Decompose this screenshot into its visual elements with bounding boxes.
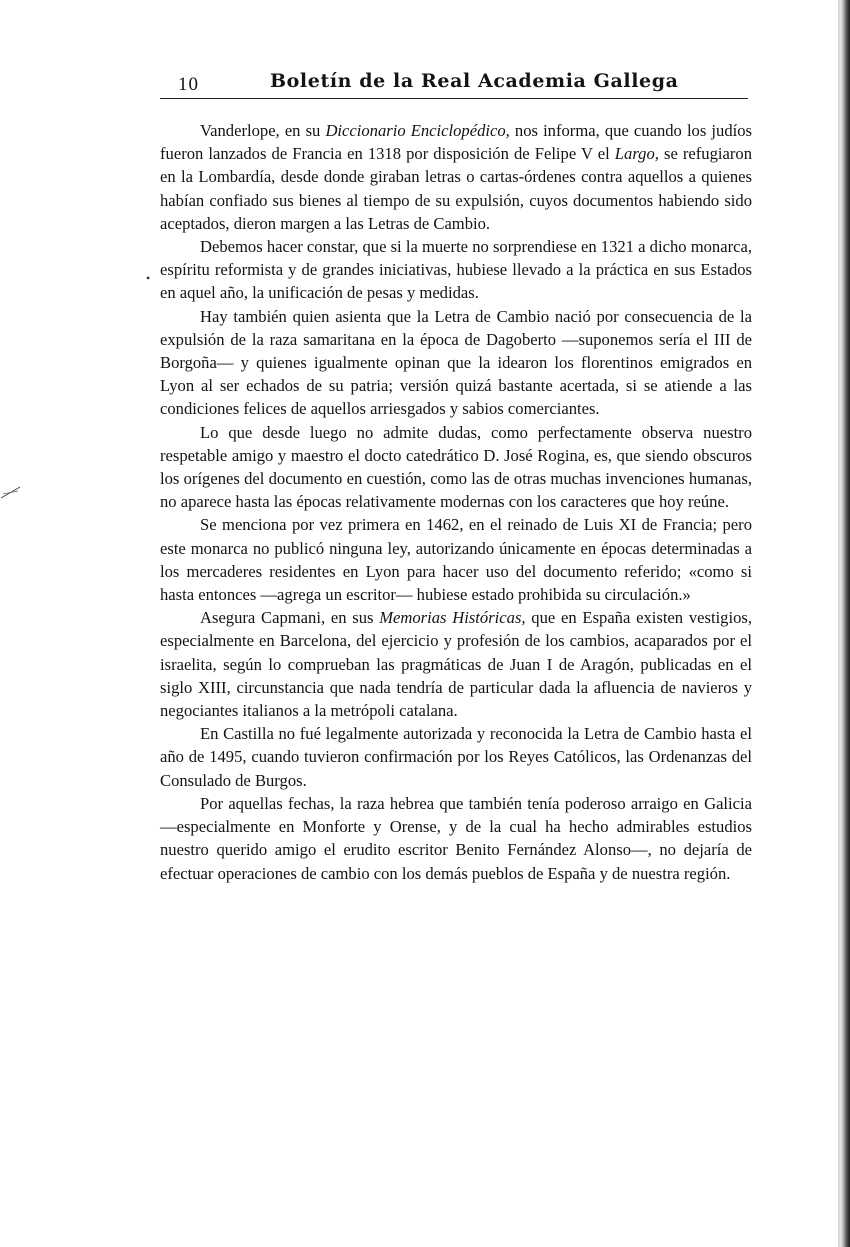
paragraph-text: Debemos hacer constar, que si la muerte no sorprendiese en 1321 a dicho monarca, espíritu reformista y de grandes iniciativas, hubiese llevado a la práctica en sus Estados en aquel año, la unificación de pesas y medidas. (160, 237, 752, 303)
italic-title: Memorias Históricas, (379, 608, 526, 628)
paragraph (160, 513, 752, 606)
margin-pen-stroke (0, 484, 22, 500)
paragraph-text: En Castilla no fué legalmente autorizada y reconocida la Letra de Cambio hasta el año de 1495, cuando tuvieron confirmación por los Reyes Católicos, las Ordenanzas del Consulado de Burgos. (160, 724, 752, 790)
paragraph-text: Se menciona por vez primera en 1462, en el reinado de Luis XI de Francia; pero este monarca no publicó ninguna ley, autorizando únicamente en épocas determinadas a los mercaderes residentes en Lyon para hacer uso del documento referido; «como si hasta entonces —agrega un escritor— hubiese estado prohibida su circulación.» (160, 515, 752, 605)
paragraph (160, 421, 752, 514)
paragraph (160, 722, 752, 792)
header-rule (160, 98, 748, 99)
paragraph (160, 119, 752, 235)
page-number: 10 (178, 74, 199, 95)
italic-title: Diccionario Enciclopédico, (325, 121, 510, 140)
paragraph-text: Hay también quien asienta que la Letra de Cambio nació por consecuencia de la expulsión de la raza samaritana en la época de Dagoberto —suponemos sería el III de Borgoña— y quienes igualmente opinan que la idearon los florentinos emigrados en Lyon al ser echados de su patria; versión quizá bastante acertada, si se atiende a las condiciones felices de aquellos arriesgados y sabios comerciantes. (160, 306, 752, 419)
paragraph (160, 235, 752, 305)
paragraph-text: Lo que desde luego no admite dudas, como perfectamente observa nuestro respetable amigo y maestro el docto catedrático D. José Rogina, es, que siendo obscuros los orígenes del documento en cuestión, como las de otras muchas invenciones humanas, no aparece hasta las épocas relativamente modernas con los caracteres que hoy reúne. (160, 422, 752, 512)
paragraph-text: Vanderlope, en su (200, 121, 326, 140)
paragraph-text: Asegura Capmani, en sus (200, 608, 380, 628)
paragraph-text: nos informa, que cuando los judíos fueron lanzados de Francia en 1318 por disposición de Felipe V el (160, 121, 752, 164)
paragraph-text: que en España existen vestigios, especialmente en Barcelona, del ejercicio y profesión de los cambios, acaparados por el israelita, según lo comprueban las pragmáticas de Juan I de Aragón, publicadas en el siglo XIII, circunstancia que nada tendría de particular dada la afluencia de navieros y negociantes italianos a la metrópoli catalana. (160, 608, 752, 721)
paragraph-text: Por aquellas fechas, la raza hebrea que también tenía poderoso arraigo en Galicia —especialmente en Monforte y Orense, y de la cual ha hecho admirables estudios nuestro querido amigo el erudito escritor Benito Fernández Alonso—, no dejaría de efectuar operaciones de cambio con los demás pueblos de España y de nuestra región. (160, 793, 752, 883)
paragraph (160, 792, 752, 885)
page-edge-line (838, 0, 840, 1247)
italic-title: Largo, (614, 144, 659, 164)
running-title: Boletín de la Real Academia Gallega (270, 70, 679, 92)
margin-dot: • (146, 271, 151, 285)
article-body (160, 119, 752, 885)
running-header (160, 70, 748, 98)
paragraph-text: se refugiaron en la Lombardía, desde donde giraban letras o cartas-órdenes contra aquellos a quienes habían confiado sus bienes al tiempo de su expulsión, cuyos documentos habiendo sido aceptados, dieron margen a las Letras de Cambio. (160, 144, 752, 233)
paragraph (160, 606, 752, 722)
paragraph (160, 305, 752, 421)
